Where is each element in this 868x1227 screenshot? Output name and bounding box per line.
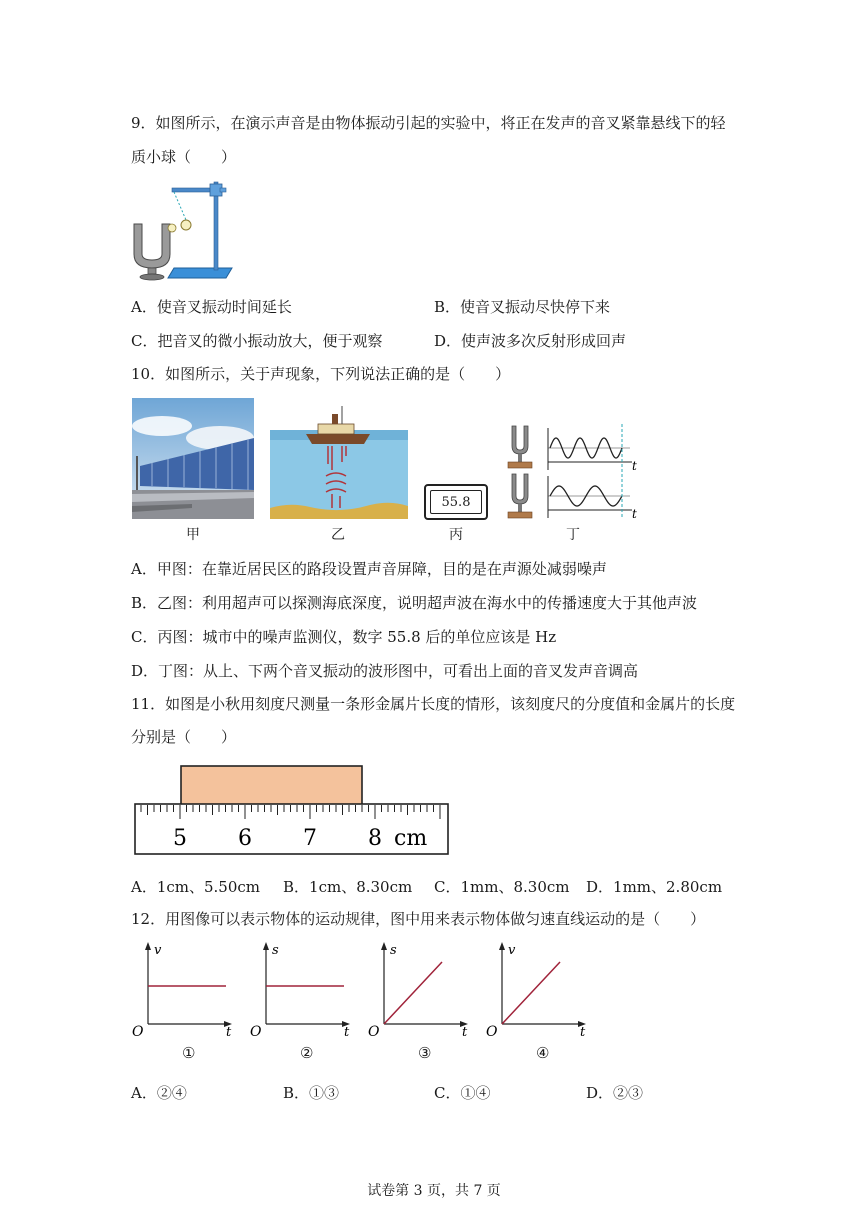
graph-xlabel: t	[226, 1025, 232, 1038]
graph-origin: O	[250, 1024, 262, 1038]
q11-option-b: B．1cm、8.30cm	[283, 878, 413, 896]
motion-graph-2	[246, 938, 358, 1068]
noise-barrier-image	[132, 398, 254, 519]
q9-option-b: B．使音叉振动尽快停下来	[434, 298, 611, 316]
q10-option-c: C．丙图：城市中的噪声监测仪，数字 55.8 后的单位应该是 Hz	[131, 628, 557, 646]
q9-option-c: C．把音叉的微小振动放大，便于观察	[131, 332, 383, 350]
q11-option-c: C．1mm、8.30cm	[434, 878, 570, 896]
graph-origin: O	[132, 1024, 144, 1038]
graph-ylabel: s	[272, 943, 279, 958]
ruler-unit: cm	[394, 826, 428, 851]
q9-stem-line1: 9．如图所示，在演示声音是由物体振动引起的实验中，将正在发声的音叉紧靠悬线下的轻	[131, 114, 726, 132]
ship-sonar-image	[270, 404, 408, 519]
ruler-label-8: 8	[368, 826, 382, 851]
q12-option-a: A．②④	[131, 1084, 187, 1102]
page-footer: 试卷第 3 页，共 7 页	[367, 1183, 501, 1199]
caption-ding: 丁	[566, 527, 580, 543]
graph-xlabel: t	[462, 1025, 468, 1038]
q11-option-d: D．1mm、2.80cm	[586, 878, 723, 896]
graph-ylabel: s	[390, 943, 397, 958]
motion-graph-4	[482, 938, 594, 1068]
motion-graph-3	[364, 938, 476, 1068]
axis-label-t-top: t	[632, 459, 637, 473]
q10-option-a: A．甲图：在靠近居民区的路段设置声音屏障，目的是在声源处减弱噪声	[131, 560, 607, 578]
motion-graph-caption: ④	[536, 1044, 550, 1062]
graph-line	[502, 962, 560, 1024]
ruler-label-5: 5	[173, 826, 187, 851]
q12-option-c: C．①④	[434, 1084, 491, 1102]
graph-origin: O	[486, 1024, 498, 1038]
q11-stem-line2: 分别是（ ）	[131, 728, 237, 746]
graph-ylabel: v	[508, 943, 516, 958]
q9-option-d: D．使声波多次反射形成回声	[434, 332, 627, 350]
ruler-label-6: 6	[238, 826, 252, 851]
noise-monitor	[424, 484, 488, 520]
ruler-label-7: 7	[303, 826, 317, 851]
noise-monitor-value: 55.8	[430, 490, 482, 514]
caption-bing: 丙	[449, 527, 463, 543]
q11-stem-line1: 11．如图是小秋用刻度尺测量一条形金属片长度的情形，该刻度尺的分度值和金属片的长度	[131, 695, 736, 713]
ruler-figure	[130, 762, 456, 858]
graph-line	[384, 962, 442, 1024]
caption-jia: 甲	[186, 527, 200, 543]
caption-yi: 乙	[331, 527, 345, 543]
graph-xlabel: t	[580, 1025, 586, 1038]
motion-graph-1	[128, 938, 240, 1068]
q10-option-d: D．丁图：从上、下两个音叉振动的波形图中，可看出上面的音叉发声音调高	[131, 662, 639, 680]
tuning-fork-waveforms	[500, 422, 648, 520]
motion-graph-caption: ①	[182, 1044, 196, 1062]
q11-option-a: A．1cm、5.50cm	[131, 878, 261, 896]
graph-ylabel: v	[154, 943, 162, 958]
graph-xlabel: t	[344, 1025, 350, 1038]
q12-option-b: B．①③	[283, 1084, 340, 1102]
axis-label-t-bottom: t	[632, 507, 637, 520]
q12-stem: 12．用图像可以表示物体的运动规律，图中用来表示物体做匀速直线运动的是（ ）	[131, 910, 706, 928]
q12-option-d: D．②③	[586, 1084, 644, 1102]
q9-option-a: A．使音叉振动时间延长	[131, 298, 292, 316]
graph-origin: O	[368, 1024, 380, 1038]
motion-graph-caption: ③	[418, 1044, 432, 1062]
q10-stem: 10．如图所示，关于声现象，下列说法正确的是（ ）	[131, 365, 511, 383]
tuning-fork-stand-figure	[128, 172, 238, 284]
motion-graph-caption: ②	[300, 1044, 314, 1062]
q10-option-b: B．乙图：利用超声可以探测海底深度，说明超声波在海水中的传播速度大于其他声波	[131, 594, 698, 612]
q9-stem-line2: 质小球（ ）	[131, 148, 237, 166]
